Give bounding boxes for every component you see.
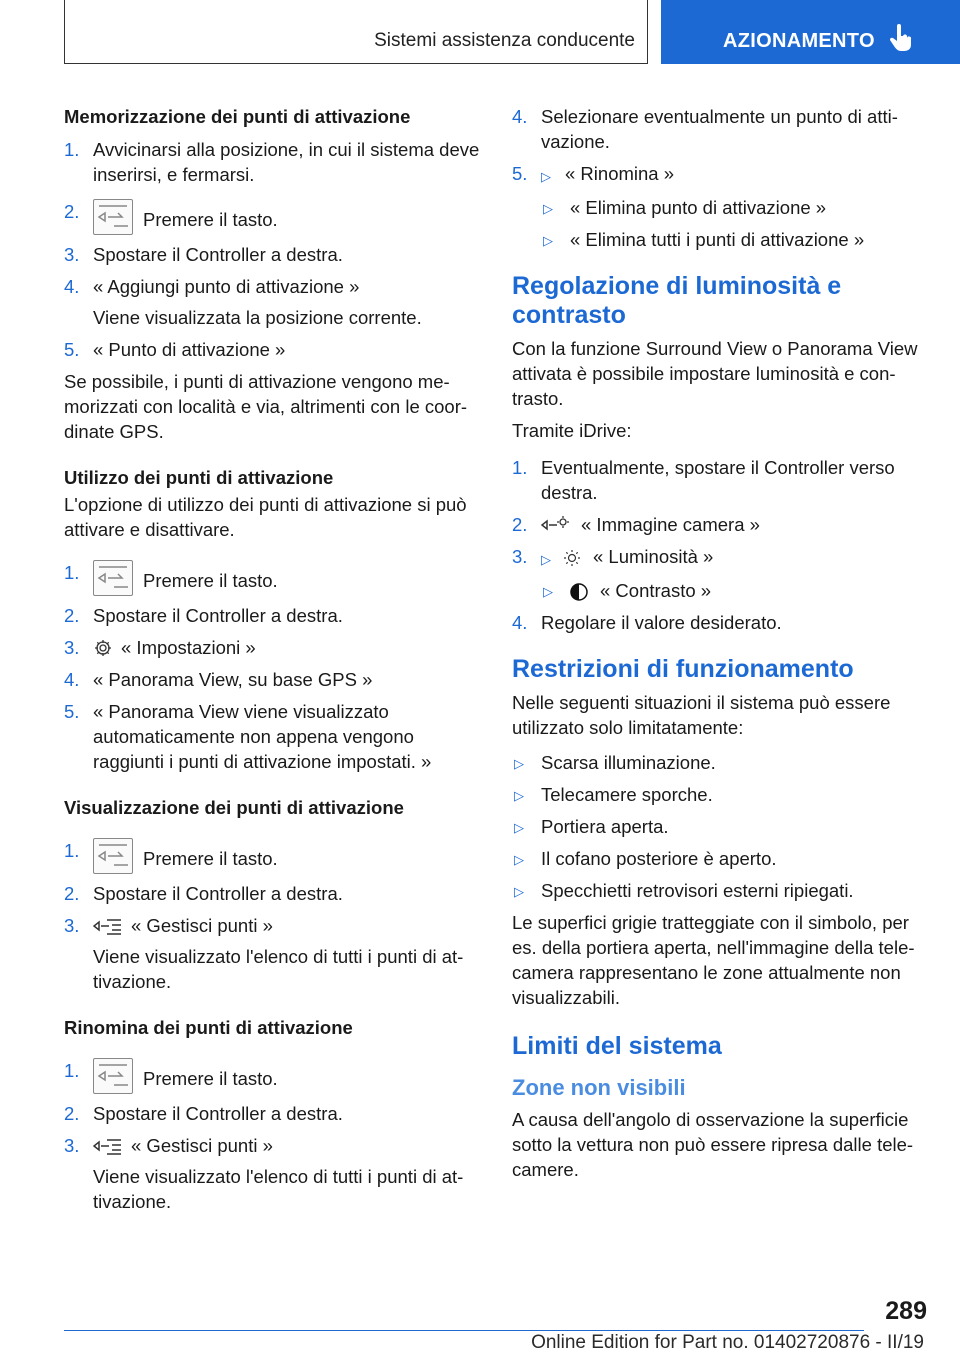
list-item: 3. Spostare il Controller a destra.	[64, 244, 343, 265]
paragraph: Se possibile, i punti di attivazione vengono memorizzati con località e via, altrimenti con le coordinate GPS.	[64, 371, 468, 442]
contrast-icon	[570, 583, 588, 601]
activation-points-button-icon	[93, 1058, 133, 1094]
sub-list-item: ▷ « Elimina tutti i punti di attivazione »	[512, 227, 932, 252]
section-title: Utilizzo dei punti di attivazione	[64, 467, 334, 488]
camera-image-icon	[541, 515, 569, 535]
page-number: 289	[885, 1297, 927, 1325]
bullet-triangle-icon: ▷	[514, 884, 524, 899]
paragraph: Con la funzione Surround View o Panorama View attivata è possibile impostare luminosità e contrasto.	[512, 338, 918, 409]
section-title: Rinomina dei punti di attivazione	[64, 1017, 353, 1038]
section-title: Memorizzazione dei punti di attivazione	[64, 106, 411, 127]
list-item: 3. « Impostazioni »	[64, 637, 256, 658]
list-item: 4. « Panorama View, su base GPS »	[64, 669, 373, 690]
paragraph: Nelle seguenti situazioni il sistema può essere utilizzato solo limitatamente:	[512, 692, 891, 738]
list-item: 1. Premere il tasto.	[64, 1058, 480, 1094]
list-item: ▷ Portiera aperta.	[512, 814, 932, 839]
list-item: 4. « Aggiungi punto di attivazione » Viene visualizzata la posizione corrente.	[64, 276, 422, 328]
paragraph: A causa dell'angolo di osservazione la superficie sotto la vettura non può essere ripresa dalle telecamere.	[512, 1109, 914, 1180]
bullet-triangle-icon: ▷	[514, 788, 524, 803]
sub-list-item: ▷ « Elimina punto di attivazione »	[512, 195, 932, 220]
paragraph: L'opzione di utilizzo dei punti di attivazione si può attivare e disattivare.	[64, 494, 467, 540]
paragraph: Tramite iDrive:	[512, 420, 632, 441]
list-item: 2. Spostare il Controller a destra.	[64, 605, 343, 626]
list-item: 1. Eventualmente, spostare il Controller verso destra.	[512, 457, 895, 503]
list-item: 1. Premere il tasto.	[64, 838, 480, 874]
footer-edition: Online Edition for Part no. 01402720876 - II/19	[531, 1332, 924, 1353]
list-item: 5. « Panorama View viene visualizzato automaticamente non appena vengono raggiunti i punti di attivazione impostati. »	[64, 701, 432, 772]
header-chapter-title: AZIONAMENTO	[723, 30, 875, 52]
manage-points-icon	[93, 1136, 123, 1156]
list-item: ▷ Telecamere sporche.	[512, 782, 932, 807]
list-item: 2. Premere il tasto.	[64, 199, 480, 235]
list-item: 5. ▷ « Rinomina »	[512, 161, 932, 188]
heading-brightness-contrast: Regolazione di luminosità e contrasto	[512, 272, 842, 329]
brightness-icon	[563, 549, 581, 567]
list-item: 5. « Punto di attivazione »	[64, 339, 286, 360]
activation-points-button-icon	[93, 838, 133, 874]
heading-blind-zones: Zone non visibili	[512, 1075, 686, 1100]
paragraph: Le superfici grigie tratteggiate con il simbolo, per es. della portiera aperta, nell'immagine della telecamera rappresentano le zone attualmente non visualizzabili.	[512, 912, 915, 1008]
bullet-triangle-icon: ▷	[543, 584, 553, 599]
list-item: 2. Spostare il Controller a destra.	[64, 883, 343, 904]
activation-points-button-icon	[93, 199, 133, 235]
bullet-triangle-icon: ▷	[541, 552, 551, 567]
list-item: 4. Selezionare eventualmente un punto di attivazione.	[512, 106, 898, 152]
list-item: 4. Regolare il valore desiderato.	[512, 612, 782, 633]
list-item: 3. « Gestisci punti » Viene visualizzato l'elenco di tutti i punti di attivazione.	[64, 1135, 464, 1212]
hand-pointer-icon	[889, 24, 913, 52]
list-item: 3. « Gestisci punti » Viene visualizzato l'elenco di tutti i punti di attivazione.	[64, 915, 464, 992]
list-item: 2. Spostare il Controller a destra.	[64, 1103, 343, 1124]
heading-system-limits: Limiti del sistema	[512, 1032, 722, 1060]
header-chapter-tab	[661, 0, 960, 64]
bullet-triangle-icon: ▷	[541, 169, 551, 184]
section-title: Visualizzazione dei punti di attivazione	[64, 797, 404, 818]
list-item: ▷ Scarsa illuminazione.	[512, 750, 932, 775]
right-column	[512, 104, 932, 1189]
list-item: 3. ▷ « Luminosità »	[512, 544, 932, 571]
left-column	[64, 104, 480, 1221]
footer-divider	[64, 1330, 864, 1331]
header-section-title: Sistemi assistenza conducente	[374, 30, 635, 51]
header-section-box	[64, 0, 648, 64]
gear-icon	[93, 638, 113, 658]
bullet-triangle-icon: ▷	[514, 852, 524, 867]
bullet-triangle-icon: ▷	[543, 233, 553, 248]
heading-restrictions: Restrizioni di funzionamento	[512, 655, 854, 683]
list-item: 1. Premere il tasto.	[64, 560, 480, 596]
manage-points-icon	[93, 916, 123, 936]
list-item: ▷ Il cofano posteriore è aperto.	[512, 846, 932, 871]
list-item: ▷ Specchietti retrovisori esterni ripiegati.	[512, 878, 932, 903]
list-item: 2. « Immagine camera »	[512, 514, 760, 535]
bullet-triangle-icon: ▷	[514, 756, 524, 771]
sub-list-item: ▷ « Contrasto »	[512, 578, 932, 603]
bullet-triangle-icon: ▷	[514, 820, 524, 835]
bullet-triangle-icon: ▷	[543, 201, 553, 216]
list-item: 1. Avvicinarsi alla posizione, in cui il sistema deve inserirsi, e fermarsi.	[64, 139, 480, 185]
activation-points-button-icon	[93, 560, 133, 596]
